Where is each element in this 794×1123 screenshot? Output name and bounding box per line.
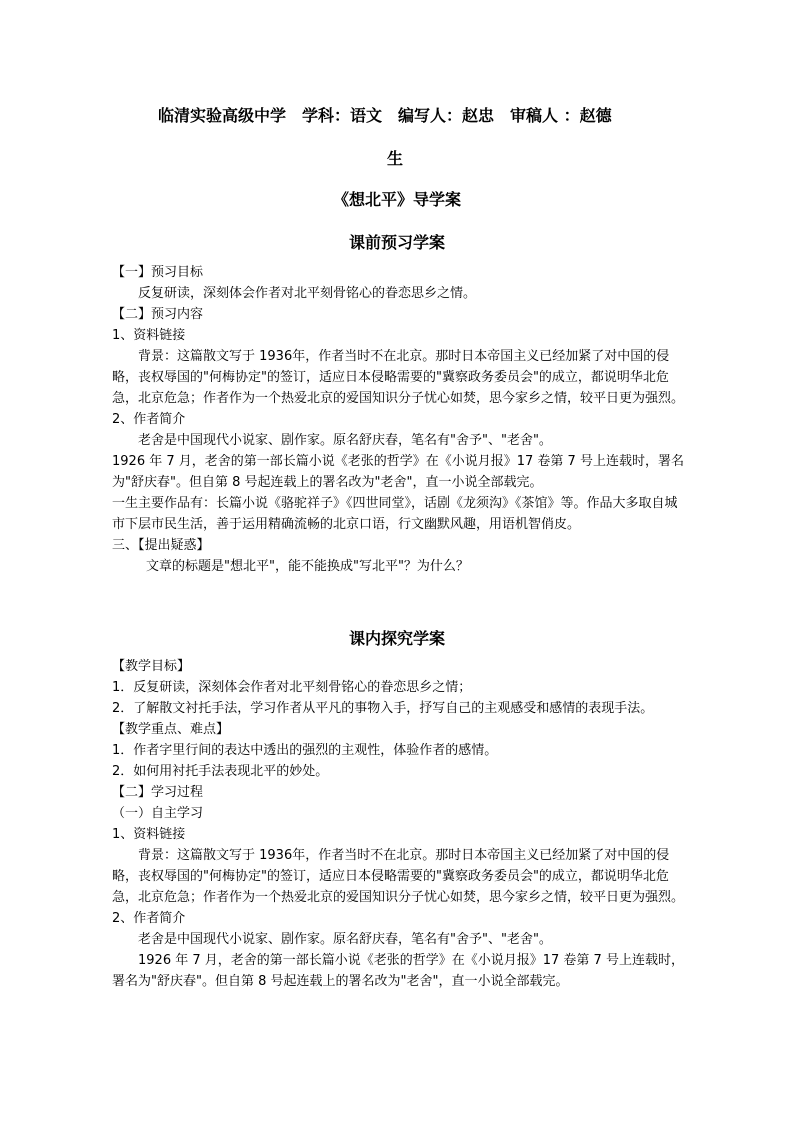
inclass-key-heading: 【教学重点、难点】: [112, 722, 230, 737]
inclass-key-1: 1．作者字里行间的表达中透出的强烈的主观性，体验作者的感情。: [112, 743, 498, 758]
section-title-preview: 课前预习学案: [348, 233, 445, 252]
inclass-author-heading: 2、作者简介: [112, 911, 186, 926]
inclass-goal-1: 1．反复研读，深刻体会作者对北平刻骨铭心的眷恋思乡之情；: [112, 680, 472, 695]
inclass-goal-heading: 【教学目标】: [112, 659, 191, 674]
preview-question-heading: 三、【提出疑惑】: [112, 538, 210, 553]
section-title-inclass: 课内探究学案: [348, 629, 445, 648]
preview-author-text-1: 老舍是中国现代小说家、剧作家。原名舒庆春，笔名有"舍予"、"老舍"。: [138, 433, 552, 448]
preview-section: [112, 262, 690, 577]
inclass-goal-2: 2．了解散文衬托手法，学习作者从平凡的事物入手，抒写自己的主观感受和感情的表现手法。: [112, 701, 654, 716]
preview-background-text: 背景：这篇散文写于 1936年，作者当时不在北京。那时日本帝国主义已经加紧了对中国的侵略，丧权辱国的"何梅协定"的签订，适应日本侵略需要的"冀察政务委员会"的成立，都说明华北危急，北京危急；作者作为一个热爱北京的爱国知识分子忧心如焚，思今家乡之情，较平日更为强烈。: [112, 349, 685, 406]
inclass-author-text-2: 1926 年 7 月，老舍的第一部长篇小说《老张的哲学》在《小说月报》17 卷第 7 号上连载时，署名为"舒庆春"。但自第 8 号起连载上的署名改为"老舍"，直一小说全部载完。: [112, 953, 684, 989]
preview-material-heading: 1、资料链接: [112, 328, 186, 343]
preview-author-text-3: 一生主要作品有：长篇小说《骆驼祥子》《四世同堂》，话剧《龙须沟》《茶馆》等。作品大多取自城市下层市民生活，善于运用精确流畅的北京口语，行文幽默风趣，用语机智俏皮。: [112, 496, 678, 532]
inclass-section: [112, 656, 690, 992]
document-header: 临清实验高级中学 学科：语文 编写人：赵忠 审稿人 ：赵德: [158, 106, 612, 125]
preview-goal-text: 反复研读，深刻体会作者对北平刻骨铭心的眷恋思乡之情。: [138, 286, 477, 301]
inclass-material-heading: 1、资料链接: [112, 827, 186, 842]
inclass-key-2: 2．如何用衬托手法表现北平的妙处。: [112, 764, 329, 779]
preview-question-text: 文章的标题是"想北平"，能不能换成"写北平"？为什么？: [146, 559, 469, 574]
preview-author-text-2: 1926 年 7 月，老舍的第一部长篇小说《老张的哲学》在《小说月报》17 卷第 7 号上连载时，署名为"舒庆春"。但自第 8 号起连载上的署名改为"老舍"，直一小说全部载完。: [112, 454, 684, 490]
inclass-self-study-heading: （一）自主学习: [112, 806, 204, 821]
inclass-process-heading: 【二】学习过程: [112, 785, 204, 800]
preview-goal-heading: 【一】预习目标: [112, 265, 204, 280]
document-title: 《想北平》导学案: [332, 190, 461, 209]
document-header-continuation: 生: [387, 149, 404, 168]
preview-content-heading: 【二】预习内容: [112, 307, 204, 322]
preview-author-heading: 2、作者简介: [112, 412, 186, 427]
inclass-author-text-1: 老舍是中国现代小说家、剧作家。原名舒庆春，笔名有"舍予"、"老舍"。: [138, 932, 552, 947]
inclass-background-text: 背景：这篇散文写于 1936年，作者当时不在北京。那时日本帝国主义已经加紧了对中国的侵略，丧权辱国的"何梅协定"的签订，适应日本侵略需要的"冀察政务委员会"的成立，都说明华北危急，北京危急；作者作为一个热爱北京的爱国知识分子忧心如焚，思今家乡之情，较平日更为强烈。: [112, 848, 685, 905]
